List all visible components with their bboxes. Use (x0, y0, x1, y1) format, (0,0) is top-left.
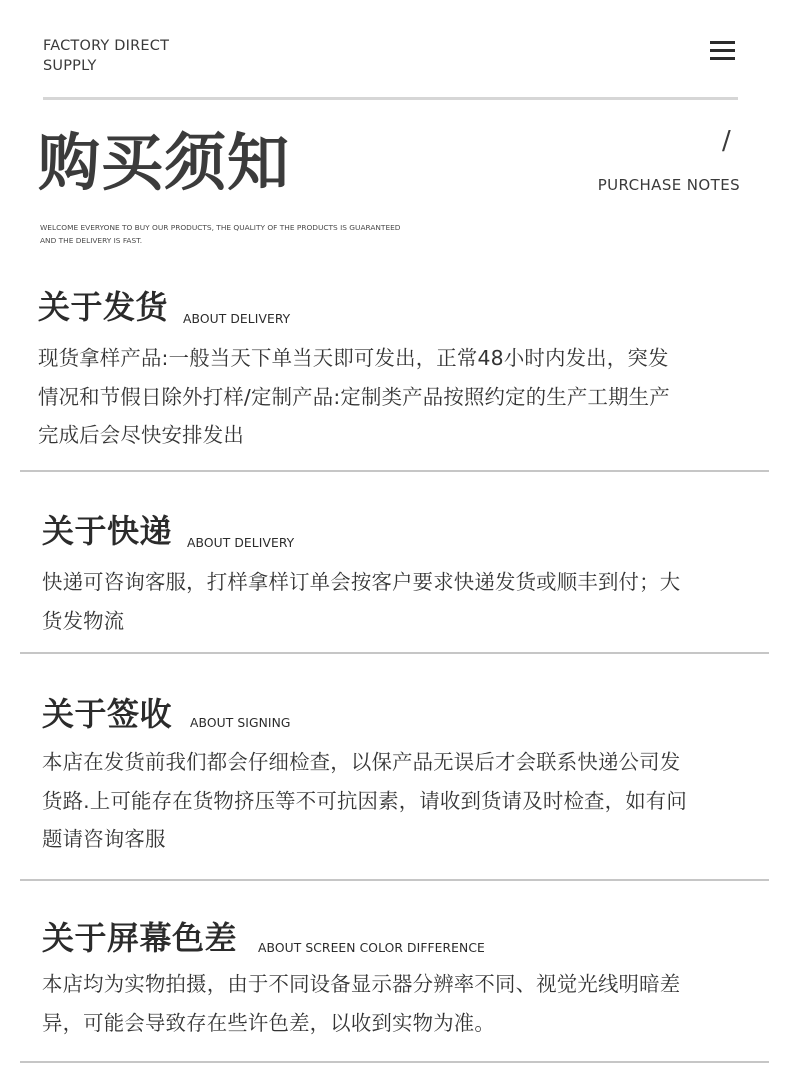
body-line: 题请咨询客服 (42, 827, 166, 851)
section-title: 关于快递 (42, 512, 173, 550)
section-title-en: ABOUT DELIVERY (187, 536, 295, 550)
section-body (42, 965, 742, 1042)
hamburger-menu-icon[interactable] (710, 41, 735, 60)
section-title: 关于发货 (38, 288, 169, 326)
body-line: 本店均为实物拍摄，由于不同设备显示器分辨率不同、视觉光线明暗差 (42, 972, 681, 996)
body-line: 货路.上可能存在货物挤压等不可抗因素，请收到货请及时检查，如有问 (42, 788, 687, 813)
section-title: 关于屏幕色差 (42, 919, 238, 957)
welcome-text: WELCOME EVERYONE TO BUY OUR PRODUCTS, THE QUALITY OF THE PRODUCTS IS GUARANTEED AND THE DELIVERY IS FAST. (40, 223, 401, 245)
title-slash: / (722, 126, 731, 156)
section-divider (20, 470, 769, 472)
section-title: 关于签收 (42, 695, 173, 733)
section-title-en: ABOUT DELIVERY (183, 312, 291, 326)
body-line: 完成后会尽快安排发出 (38, 423, 244, 447)
section-body (42, 743, 742, 859)
body-line: 情况和节假日除外打样/定制产品:定制类产品按照约定的生产工期生产 (38, 384, 670, 409)
section-divider (20, 1061, 769, 1063)
section-body (42, 563, 742, 640)
body-line: 现货拿样产品:一般当天下单当天即可发出，正常48小时内发出，突发 (38, 346, 669, 370)
brand-name: FACTORY DIRECT SUPPLY (43, 38, 170, 74)
header-divider (43, 97, 738, 100)
body-line: 异，可能会导致存在些许色差，以收到实物为准。 (42, 1010, 495, 1035)
section-title-en: ABOUT SCREEN COLOR DIFFERENCE (258, 941, 485, 955)
page-subtitle-en: PURCHASE NOTES (597, 176, 740, 194)
body-line: 货发物流 (42, 608, 125, 633)
section-divider (20, 652, 769, 654)
body-line: 本店在发货前我们都会仔细检查，以保产品无误后才会联系快递公司发 (42, 750, 681, 774)
page-title: 购买须知 (38, 126, 291, 199)
body-line: 快递可咨询客服，打样拿样订单会按客户要求快递发货或顺丰到付；大 (42, 570, 681, 594)
section-title-en: ABOUT SIGNING (190, 716, 291, 730)
section-body (38, 339, 738, 455)
section-divider (20, 879, 769, 881)
